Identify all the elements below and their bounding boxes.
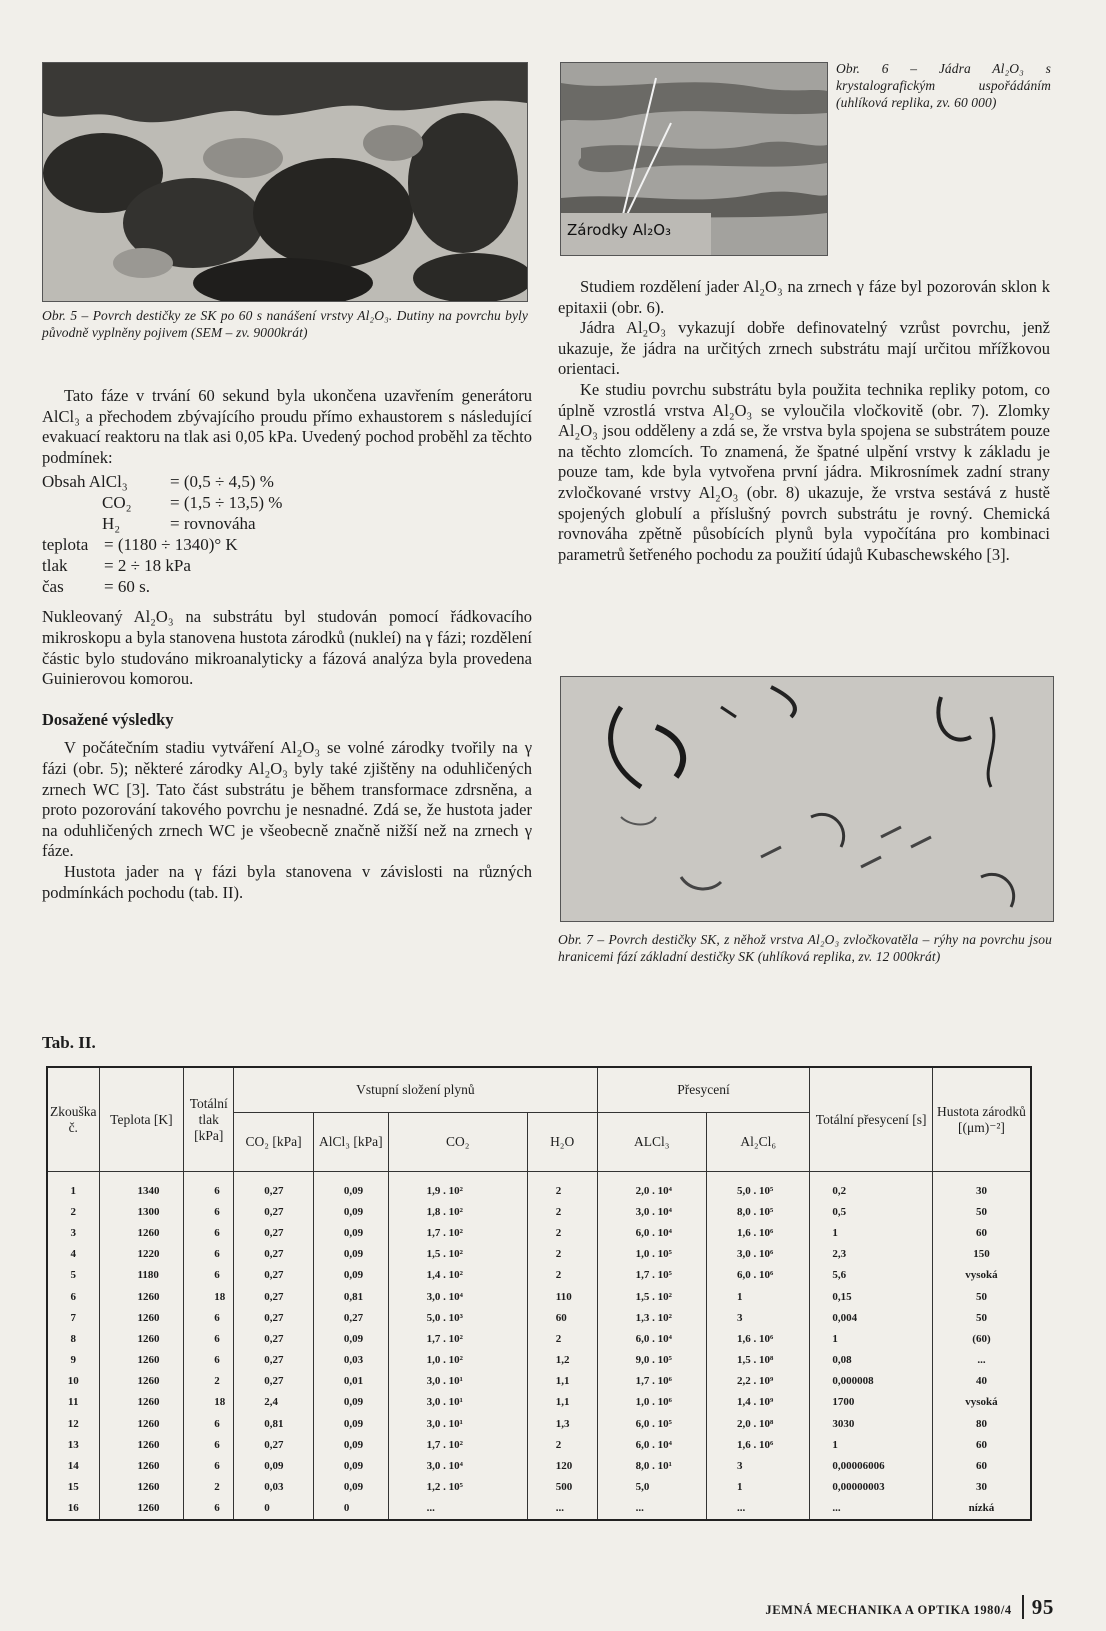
table-cell: 1 bbox=[47, 1172, 99, 1202]
right-paragraph-3: Ke studiu povrchu substrátu byla použita technika repliky potom, co úplně vzrostlá vrstva Al₂O₃ se vyloučila vločkovitě (obr. 7). Zlomky Al₂O₃ jsou odděleny a zdá se, že vrstva byla spojena se substrátem pouze na těchto zlomcích. To znamená, že špatné ulpění vrstvy k základu je pouze tam, kde byla vytvořena první jádra. Mikrosnímek zadní strany zvločkované vrstvy Al₂O₃ (obr. 8) ukazuje, že vrstva sestává z hustě spojených globulí a příslušný povrch substrátu je rovný. Chemická rovnováha zpětně působících plynů byla vypočítána pro kombinaci parametrů šetřeného pochodu za použití údajů Kubaschewského [3]. bbox=[558, 379, 1050, 564]
table-cell: 8 bbox=[47, 1328, 99, 1349]
table-cell: 3030 bbox=[810, 1413, 933, 1434]
table-cell: 2 bbox=[184, 1371, 234, 1392]
table-cell: 3 bbox=[707, 1307, 810, 1328]
table-cell: 6,0 . 10⁶ bbox=[707, 1265, 810, 1286]
col-header-co2-kpa: CO₂ [kPa] bbox=[234, 1113, 314, 1172]
table-cell: 2,0 . 10⁴ bbox=[597, 1172, 706, 1202]
table-cell: 2 bbox=[527, 1222, 597, 1243]
table-cell: 1,6 . 10⁶ bbox=[707, 1434, 810, 1455]
table-cell: 3 bbox=[707, 1455, 810, 1476]
table-cell: 50 bbox=[932, 1201, 1031, 1222]
table-cell: 6 bbox=[184, 1413, 234, 1434]
condition-row: CO₂ = (1,5 ÷ 13,5) % bbox=[102, 493, 283, 513]
table-cell: 1,4 . 10² bbox=[388, 1265, 527, 1286]
table-cell: 1,7 . 10² bbox=[388, 1222, 527, 1243]
table-row bbox=[47, 1307, 1031, 1328]
table-cell: 0,00000003 bbox=[810, 1477, 933, 1498]
table-cell: 6 bbox=[184, 1328, 234, 1349]
table-cell: 1260 bbox=[99, 1434, 184, 1455]
table-cell: 0,81 bbox=[313, 1286, 388, 1307]
left-paragraph-4: Hustota jader na γ fázi byla stanovena v závislosti na různých podmínkách pochodu (tab. II). bbox=[42, 861, 532, 902]
table-cell: 2 bbox=[527, 1328, 597, 1349]
table-cell: 0,09 bbox=[313, 1455, 388, 1476]
table-cell: 2 bbox=[47, 1201, 99, 1222]
table-cell: 1,5 . 10² bbox=[388, 1244, 527, 1265]
table-cell: 1260 bbox=[99, 1350, 184, 1371]
col-header-teplota: Teplota [K] bbox=[99, 1067, 184, 1172]
table-cell: 0,5 bbox=[810, 1201, 933, 1222]
table-cell: 0,01 bbox=[313, 1371, 388, 1392]
table-cell: 80 bbox=[932, 1413, 1031, 1434]
col-header-al2cl6: Al₂Cl₆ bbox=[707, 1113, 810, 1172]
table-cell: 1340 bbox=[99, 1172, 184, 1202]
table-cell: 0,09 bbox=[313, 1222, 388, 1243]
table-cell: 9 bbox=[47, 1350, 99, 1371]
table-cell: (60) bbox=[932, 1328, 1031, 1349]
table-cell: 4 bbox=[47, 1244, 99, 1265]
table-cell: 0,09 bbox=[313, 1201, 388, 1222]
figure-5-image bbox=[42, 62, 528, 302]
table-cell: 0,27 bbox=[234, 1434, 314, 1455]
table-cell: 1,2 bbox=[527, 1350, 597, 1371]
table-row bbox=[47, 1244, 1031, 1265]
table-row bbox=[47, 1413, 1031, 1434]
table-cell: 1 bbox=[810, 1434, 933, 1455]
table-cell: 30 bbox=[932, 1172, 1031, 1202]
table-cell: 9,0 . 10⁵ bbox=[597, 1350, 706, 1371]
table-cell: 1,6 . 10⁶ bbox=[707, 1328, 810, 1349]
condition-row: tlak = 2 ÷ 18 kPa bbox=[42, 556, 191, 576]
table-cell: 1,3 . 10² bbox=[597, 1307, 706, 1328]
table-row bbox=[47, 1455, 1031, 1476]
table-cell: 6,0 . 10⁵ bbox=[597, 1413, 706, 1434]
table-cell: 6,0 . 10⁴ bbox=[597, 1434, 706, 1455]
table-cell: 6 bbox=[184, 1350, 234, 1371]
table-cell: 2 bbox=[527, 1244, 597, 1265]
table-cell: 1,9 . 10² bbox=[388, 1172, 527, 1202]
table-cell: 120 bbox=[527, 1455, 597, 1476]
table-cell: 60 bbox=[932, 1455, 1031, 1476]
table-cell: 50 bbox=[932, 1307, 1031, 1328]
col-header-h2o: H₂O bbox=[527, 1113, 597, 1172]
table-cell: 0,27 bbox=[234, 1265, 314, 1286]
table-cell: 1,7 . 10² bbox=[388, 1434, 527, 1455]
table-cell: 1,6 . 10⁶ bbox=[707, 1222, 810, 1243]
table-cell: nízká bbox=[932, 1498, 1031, 1520]
table-cell: 1220 bbox=[99, 1244, 184, 1265]
table-cell: ... bbox=[388, 1498, 527, 1520]
table-cell: 0,09 bbox=[313, 1244, 388, 1265]
table-cell: 6 bbox=[47, 1286, 99, 1307]
table-cell: 0 bbox=[234, 1498, 314, 1520]
table-cell: 0,00006006 bbox=[810, 1455, 933, 1476]
table-cell: 1 bbox=[810, 1222, 933, 1243]
table-cell: 0,15 bbox=[810, 1286, 933, 1307]
table-row bbox=[47, 1172, 1031, 1202]
table-cell: 1 bbox=[707, 1477, 810, 1498]
table-row bbox=[47, 1392, 1031, 1413]
table-cell: 60 bbox=[527, 1307, 597, 1328]
table-cell: 7 bbox=[47, 1307, 99, 1328]
table-cell: 1300 bbox=[99, 1201, 184, 1222]
table-cell: 11 bbox=[47, 1392, 99, 1413]
table-row bbox=[47, 1222, 1031, 1243]
table-cell: 6,0 . 10⁴ bbox=[597, 1328, 706, 1349]
table-cell: 14 bbox=[47, 1455, 99, 1476]
condition-row: teplota = (1180 ÷ 1340)° K bbox=[42, 535, 238, 555]
table-cell: 0,81 bbox=[234, 1413, 314, 1434]
table-cell: ... bbox=[932, 1350, 1031, 1371]
table-cell: 1260 bbox=[99, 1455, 184, 1476]
condition-row: H₂ = rovnováha bbox=[102, 514, 256, 534]
table-cell: 6 bbox=[184, 1498, 234, 1520]
col-header-zkouska: Zkouška č. bbox=[47, 1067, 99, 1172]
table-cell: 1,8 . 10² bbox=[388, 1201, 527, 1222]
table-cell: 1,4 . 10⁹ bbox=[707, 1392, 810, 1413]
table-cell: 1700 bbox=[810, 1392, 933, 1413]
table-cell: 60 bbox=[932, 1434, 1031, 1455]
conditions-list bbox=[42, 471, 532, 597]
table-cell: 0,09 bbox=[313, 1477, 388, 1498]
table-cell: 6 bbox=[184, 1307, 234, 1328]
table-cell: 1260 bbox=[99, 1413, 184, 1434]
table-row bbox=[47, 1265, 1031, 1286]
col-header-presyceni: Přesycení bbox=[597, 1067, 810, 1113]
left-paragraph-2: Nukleovaný Al₂O₃ na substrátu byl studován pomocí řádkovacího mikroskopu a byla stanovena hustota zárodků (nukleí) na γ fázi; rozdělení částic bylo studováno mikroanalyticky a fázová analýza byla provedena Guinierovou komorou. bbox=[42, 607, 532, 689]
table-cell: 1,1 bbox=[527, 1392, 597, 1413]
table-cell: 0,03 bbox=[313, 1350, 388, 1371]
table-cell: 30 bbox=[932, 1477, 1031, 1498]
table-cell: 1,5 . 10² bbox=[597, 1286, 706, 1307]
table-cell: 0,27 bbox=[234, 1201, 314, 1222]
table-cell: 0,09 bbox=[234, 1455, 314, 1476]
table-cell: 0,09 bbox=[313, 1434, 388, 1455]
table-cell: 6 bbox=[184, 1244, 234, 1265]
table-cell: 50 bbox=[932, 1286, 1031, 1307]
table-cell: 3,0 . 10⁴ bbox=[388, 1455, 527, 1476]
table-cell: 2,3 bbox=[810, 1244, 933, 1265]
table-cell: 1260 bbox=[99, 1392, 184, 1413]
table-cell: 18 bbox=[184, 1286, 234, 1307]
table-cell: 0,27 bbox=[234, 1222, 314, 1243]
table-row bbox=[47, 1477, 1031, 1498]
condition-row: čas = 60 s. bbox=[42, 577, 150, 597]
table-cell: 0,004 bbox=[810, 1307, 933, 1328]
left-paragraph-1: Tato fáze v trvání 60 sekund byla ukončena uzavřením generátoru AlCl₃ a přechodem zbývajícího proudu přímo exhaustorem s následující evakuací reaktoru na tlak asi 0,05 kPa. Uvedený pochod proběhl za těchto podmínek: bbox=[42, 386, 532, 467]
figure-6-image bbox=[560, 62, 828, 256]
right-paragraph-2: Jádra Al₂O₃ vykazují dobře definovatelný vzrůst povrchu, jenž ukazuje, že jádra na určitých zrnech substrátu mají určitou mřížkovou orientaci. bbox=[558, 318, 1050, 379]
table-cell: 1,0 . 10⁶ bbox=[597, 1392, 706, 1413]
page-number: 95 bbox=[1022, 1595, 1054, 1619]
table-cell: 1260 bbox=[99, 1328, 184, 1349]
table-cell: 3,0 . 10¹ bbox=[388, 1392, 527, 1413]
table-cell: 0,2 bbox=[810, 1172, 933, 1202]
col-header-alcl3-kpa: AlCl₃ [kPa] bbox=[313, 1113, 388, 1172]
table-cell: 12 bbox=[47, 1413, 99, 1434]
table-cell: 0,27 bbox=[234, 1307, 314, 1328]
table-cell: 0,09 bbox=[313, 1413, 388, 1434]
table-cell: 15 bbox=[47, 1477, 99, 1498]
table-cell: 2 bbox=[184, 1477, 234, 1498]
table-cell: 0,09 bbox=[313, 1328, 388, 1349]
table-cell: 8,0 . 10¹ bbox=[597, 1455, 706, 1476]
table-cell: ... bbox=[527, 1498, 597, 1520]
table-cell: 6 bbox=[184, 1265, 234, 1286]
table-cell: 2 bbox=[527, 1172, 597, 1202]
table-cell: 1,1 bbox=[527, 1371, 597, 1392]
table-cell: 0,000008 bbox=[810, 1371, 933, 1392]
table-cell: 2,4 bbox=[234, 1392, 314, 1413]
table-cell: 13 bbox=[47, 1434, 99, 1455]
table-cell: 6,0 . 10⁴ bbox=[597, 1222, 706, 1243]
table-cell: 16 bbox=[47, 1498, 99, 1520]
table-cell: 3 bbox=[47, 1222, 99, 1243]
col-header-alcl3: ALCl₃ bbox=[597, 1113, 706, 1172]
table-cell: 0,27 bbox=[234, 1172, 314, 1202]
table-cell: 1,0 . 10⁵ bbox=[597, 1244, 706, 1265]
table-cell: 5,0 . 10⁵ bbox=[707, 1172, 810, 1202]
table-cell: ... bbox=[707, 1498, 810, 1520]
table-cell: 0,08 bbox=[810, 1350, 933, 1371]
table-cell: 1,2 . 10⁵ bbox=[388, 1477, 527, 1498]
table-row bbox=[47, 1350, 1031, 1371]
table-cell: 1180 bbox=[99, 1265, 184, 1286]
table-cell: 6 bbox=[184, 1172, 234, 1202]
table-cell: 500 bbox=[527, 1477, 597, 1498]
table-cell: 18 bbox=[184, 1392, 234, 1413]
figure-7-caption: Obr. 7 – Povrch destičky SK, z něhož vrstva Al₂O₃ zvločkovatěla – rýhy na povrchu jsou hranicemi fází základní destičky SK (uhlíková replika, zv. 12 000krát) bbox=[558, 932, 1052, 964]
right-paragraph-1: Studiem rozdělení jader Al₂O₃ na zrnech γ fáze byl pozorován sklon k epitaxii (obr. 6). bbox=[558, 277, 1050, 317]
table-title: Tab. II. bbox=[42, 1033, 96, 1052]
table-cell: 0,27 bbox=[234, 1371, 314, 1392]
table-cell: 5,6 bbox=[810, 1265, 933, 1286]
table-cell: 0,09 bbox=[313, 1392, 388, 1413]
condition-row: Obsah AlCl₃ = (0,5 ÷ 4,5) % bbox=[42, 472, 274, 492]
page-footer bbox=[765, 1595, 1054, 1620]
col-header-tlak: Totální tlak [kPa] bbox=[184, 1067, 234, 1172]
table-cell: ... bbox=[810, 1498, 933, 1520]
table-cell: vysoká bbox=[932, 1392, 1031, 1413]
table-cell: 0,03 bbox=[234, 1477, 314, 1498]
table-cell: 40 bbox=[932, 1371, 1031, 1392]
figure-6-caption: Obr. 6 – Jádra Al₂O₃ s krystalografickým uspořádáním (uhlíková replika, zv. 60 000) bbox=[836, 61, 1051, 110]
section-heading: Dosažené výsledky bbox=[42, 709, 174, 729]
table-cell: 1260 bbox=[99, 1307, 184, 1328]
left-column bbox=[42, 386, 532, 903]
table-cell: 0,27 bbox=[234, 1350, 314, 1371]
table-cell: 6 bbox=[184, 1455, 234, 1476]
table-cell: 0,09 bbox=[313, 1172, 388, 1202]
table-cell: 3,0 . 10⁶ bbox=[707, 1244, 810, 1265]
table-cell: 1260 bbox=[99, 1477, 184, 1498]
table-row bbox=[47, 1498, 1031, 1520]
table-cell: 6 bbox=[184, 1201, 234, 1222]
col-header-totalni: Totální přesycení [s] bbox=[810, 1067, 933, 1172]
table-cell: 10 bbox=[47, 1371, 99, 1392]
table-cell: 60 bbox=[932, 1222, 1031, 1243]
table-row bbox=[47, 1371, 1031, 1392]
table-cell: 3,0 . 10¹ bbox=[388, 1413, 527, 1434]
table-cell: 1260 bbox=[99, 1222, 184, 1243]
table-cell: 1,0 . 10² bbox=[388, 1350, 527, 1371]
table-cell: 1,7 . 10⁶ bbox=[597, 1371, 706, 1392]
col-header-hustota: Hustota zárodků [(μm)⁻²] bbox=[932, 1067, 1031, 1172]
table-cell: 1 bbox=[810, 1328, 933, 1349]
table-cell: vysoká bbox=[932, 1265, 1031, 1286]
table-row bbox=[47, 1201, 1031, 1222]
table-cell: 5,0 . 10³ bbox=[388, 1307, 527, 1328]
table-cell: 1,5 . 10⁸ bbox=[707, 1350, 810, 1371]
table-row bbox=[47, 1286, 1031, 1307]
table-cell: 1260 bbox=[99, 1498, 184, 1520]
table-cell: 3,0 . 10⁴ bbox=[388, 1286, 527, 1307]
right-column bbox=[558, 277, 1050, 565]
figure-6-label: Zárodky Al₂O₃ bbox=[567, 221, 672, 239]
table-cell: 0,27 bbox=[234, 1244, 314, 1265]
table-cell: 0,09 bbox=[313, 1265, 388, 1286]
table-row bbox=[47, 1434, 1031, 1455]
table-ii bbox=[46, 1066, 1032, 1521]
table-cell: 1,7 . 10² bbox=[388, 1328, 527, 1349]
table-cell: 0 bbox=[313, 1498, 388, 1520]
figure-7-image bbox=[560, 676, 1054, 922]
table-cell: ... bbox=[597, 1498, 706, 1520]
table-cell: 3,0 . 10¹ bbox=[388, 1371, 527, 1392]
table-cell: 150 bbox=[932, 1244, 1031, 1265]
table-cell: 0,27 bbox=[234, 1328, 314, 1349]
table-cell: 2 bbox=[527, 1201, 597, 1222]
table-row bbox=[47, 1328, 1031, 1349]
figure-5-caption: Obr. 5 – Povrch destičky ze SK po 60 s nanášení vrstvy Al₂O₃. Dutiny na povrchu byly původně vyplněny pojivem (SEM – zv. 9000krát) bbox=[42, 308, 528, 340]
table-cell: 5,0 bbox=[597, 1477, 706, 1498]
table-cell: 1,3 bbox=[527, 1413, 597, 1434]
table-cell: 6 bbox=[184, 1222, 234, 1243]
table-cell: 1260 bbox=[99, 1286, 184, 1307]
left-paragraph-3: V počátečním stadiu vytváření Al₂O₃ se volné zárodky tvořily na γ fázi (obr. 5); některé zárodky Al₂O₃ byly také zjištěny na oduhličených zrnech WC [3]. Tato část substrátu je během transformace zdrsněna, a proto pozorování takového povrchu je nesnadné. Zdá se, že hustota jader na oduhličených zrnech WC je všeobecně značně nižší než na zrnech γ fáze. bbox=[42, 738, 532, 861]
table-cell: 1 bbox=[707, 1286, 810, 1307]
table-cell: 1260 bbox=[99, 1371, 184, 1392]
table-cell: 110 bbox=[527, 1286, 597, 1307]
table-cell: 2 bbox=[527, 1434, 597, 1455]
journal-name: JEMNÁ MECHANIKA A OPTIKA 1980/4 bbox=[765, 1603, 1012, 1617]
table-cell: 2 bbox=[527, 1265, 597, 1286]
col-header-vstupni: Vstupní složení plynů bbox=[234, 1067, 597, 1113]
table-cell: 3,0 . 10⁴ bbox=[597, 1201, 706, 1222]
table-cell: 1,7 . 10⁵ bbox=[597, 1265, 706, 1286]
table-cell: 8,0 . 10⁵ bbox=[707, 1201, 810, 1222]
table-cell: 2,2 . 10⁹ bbox=[707, 1371, 810, 1392]
table-cell: 0,27 bbox=[313, 1307, 388, 1328]
table-cell: 5 bbox=[47, 1265, 99, 1286]
table-cell: 0,27 bbox=[234, 1286, 314, 1307]
table-cell: 6 bbox=[184, 1434, 234, 1455]
col-header-co2: CO₂ bbox=[388, 1113, 527, 1172]
table-cell: 2,0 . 10⁸ bbox=[707, 1413, 810, 1434]
